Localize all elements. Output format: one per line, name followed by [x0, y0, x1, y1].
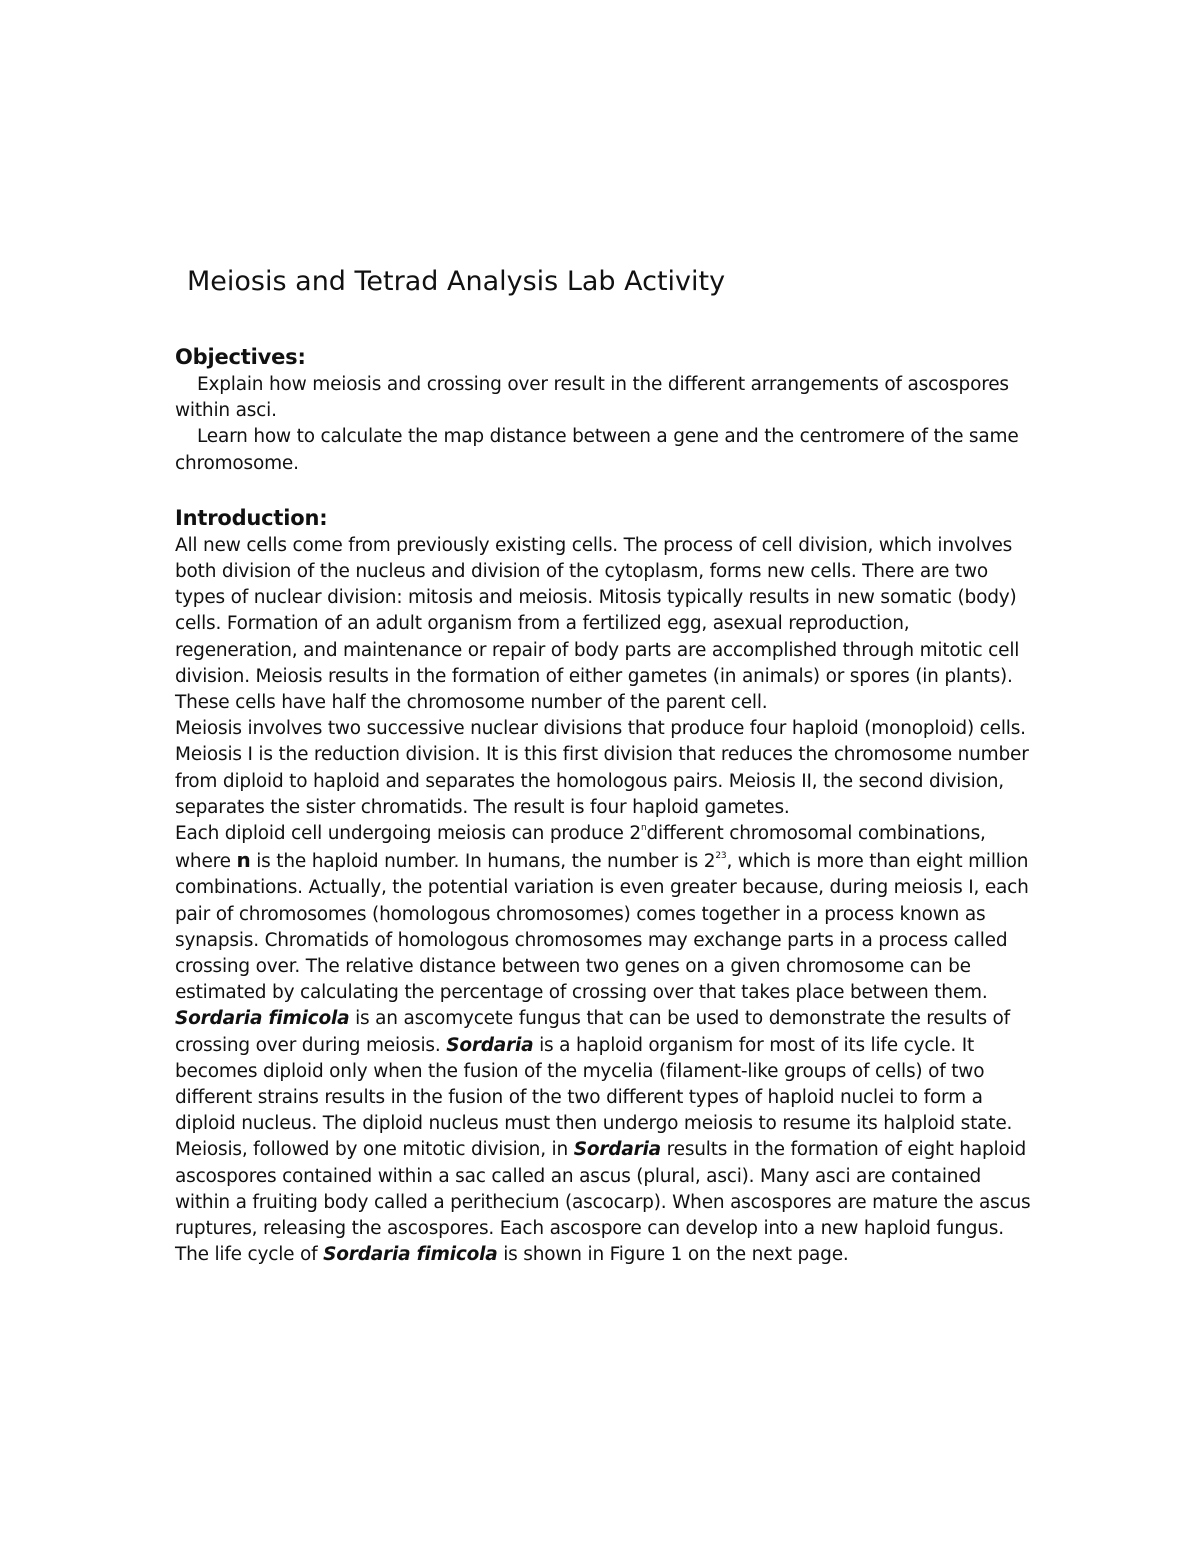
- text-run: is the haploid number. In humans, the number is 2: [250, 851, 716, 873]
- text-run: different chromosomal combinations, where: [175, 823, 986, 873]
- superscript-23: 23: [715, 851, 727, 862]
- intro-paragraph-meiosis: Meiosis involves two successive nuclear divisions that produce four haploid (monoploid) cells. Meiosis I is the reduction division. It is this first division that reduces the chromosome number from diploid to haploid and separates the homologous pairs. Meiosis II, the second division, separates the sister chromatids. The result is four haploid gametes.: [175, 718, 1029, 818]
- document-title: Meiosis and Tetrad Analysis Lab Activity: [187, 266, 726, 297]
- introduction-heading: Introduction:: [175, 505, 328, 530]
- text-run: Meiosis, followed by one mitotic division, in: [175, 1139, 574, 1161]
- text-run: results in the formation of eight haploid ascospores contained within a sac called an ascus (plural, asci). Many asci are contained within a fruiting body called a perithecium (ascocarp). When ascospores are mature the ascus ruptures, releasing the ascospores. Each ascospore can develop into a new haploid fungus. The life cycle of: [175, 1139, 1031, 1266]
- species-name: Sordaria fimicola: [323, 1244, 498, 1266]
- intro-paragraph-combinations: [175, 821, 1035, 1006]
- document-body: [175, 342, 1035, 1269]
- variable-n: n: [236, 848, 251, 873]
- objective-item: [175, 424, 1035, 476]
- text-run: Each diploid cell undergoing meiosis can produce 2: [175, 823, 641, 845]
- intro-paragraph-sordaria: [175, 1006, 1035, 1137]
- superscript-n: n: [640, 823, 647, 834]
- text-run: is shown in Figure 1 on the next page.: [497, 1244, 849, 1266]
- species-name: Sordaria fimicola: [175, 1008, 350, 1030]
- genus-name: Sordaria: [573, 1139, 661, 1161]
- text-run: , which is more than eight million combinations. Actually, the potential variation is even greater because, during meiosis I, each pair of chromosomes (homologous chromosomes) comes together in a process known as synapsis. Chromatids of homologous chromosomes may exchange parts in a process called crossing over. The relative distance between two genes on a given chromosome can be estimated by calculating the percentage of crossing over that takes place between them.: [175, 851, 1029, 1004]
- text-run: is a haploid organism for most of its life cycle. It becomes diploid only when the fusion of the mycelia (filament-like groups of cells) of two different strains results in the fusion of the two different types of haploid nuclei to form a diploid nucleus. The diploid nucleus must then undergo meiosis to resume its halploid state.: [175, 1034, 1013, 1135]
- objective-item: [175, 372, 1035, 424]
- intro-paragraph-ascospores: [175, 1137, 1035, 1268]
- genus-name: Sordaria: [446, 1034, 534, 1056]
- objectives-heading: Objectives:: [175, 345, 306, 369]
- objective-text: Learn how to calculate the map distance between a gene and the centromere of the same chromosome.: [175, 426, 1019, 474]
- text-run: is an ascomycete fungus that can be used to demonstrate the results of crossing over during meiosis.: [175, 1008, 1010, 1056]
- objective-text: Explain how meiosis and crossing over result in the different arrangements of ascospores within asci.: [175, 374, 1009, 422]
- intro-paragraph-cell-division: All new cells come from previously existing cells. The process of cell division, which involves both division of the nucleus and division of the cytoplasm, forms new cells. There are two types of nuclear division: mitosis and meiosis. Mitosis typically results in new somatic (body) cells. Formation of an adult organism from a fertilized egg, asexual reproduction, regeneration, and maintenance or repair of body parts are accomplished through mitotic cell division. Meiosis results in the formation of either gametes (in animals) or spores (in plants). These cells have half the chromosome number of the parent cell.: [175, 534, 1020, 714]
